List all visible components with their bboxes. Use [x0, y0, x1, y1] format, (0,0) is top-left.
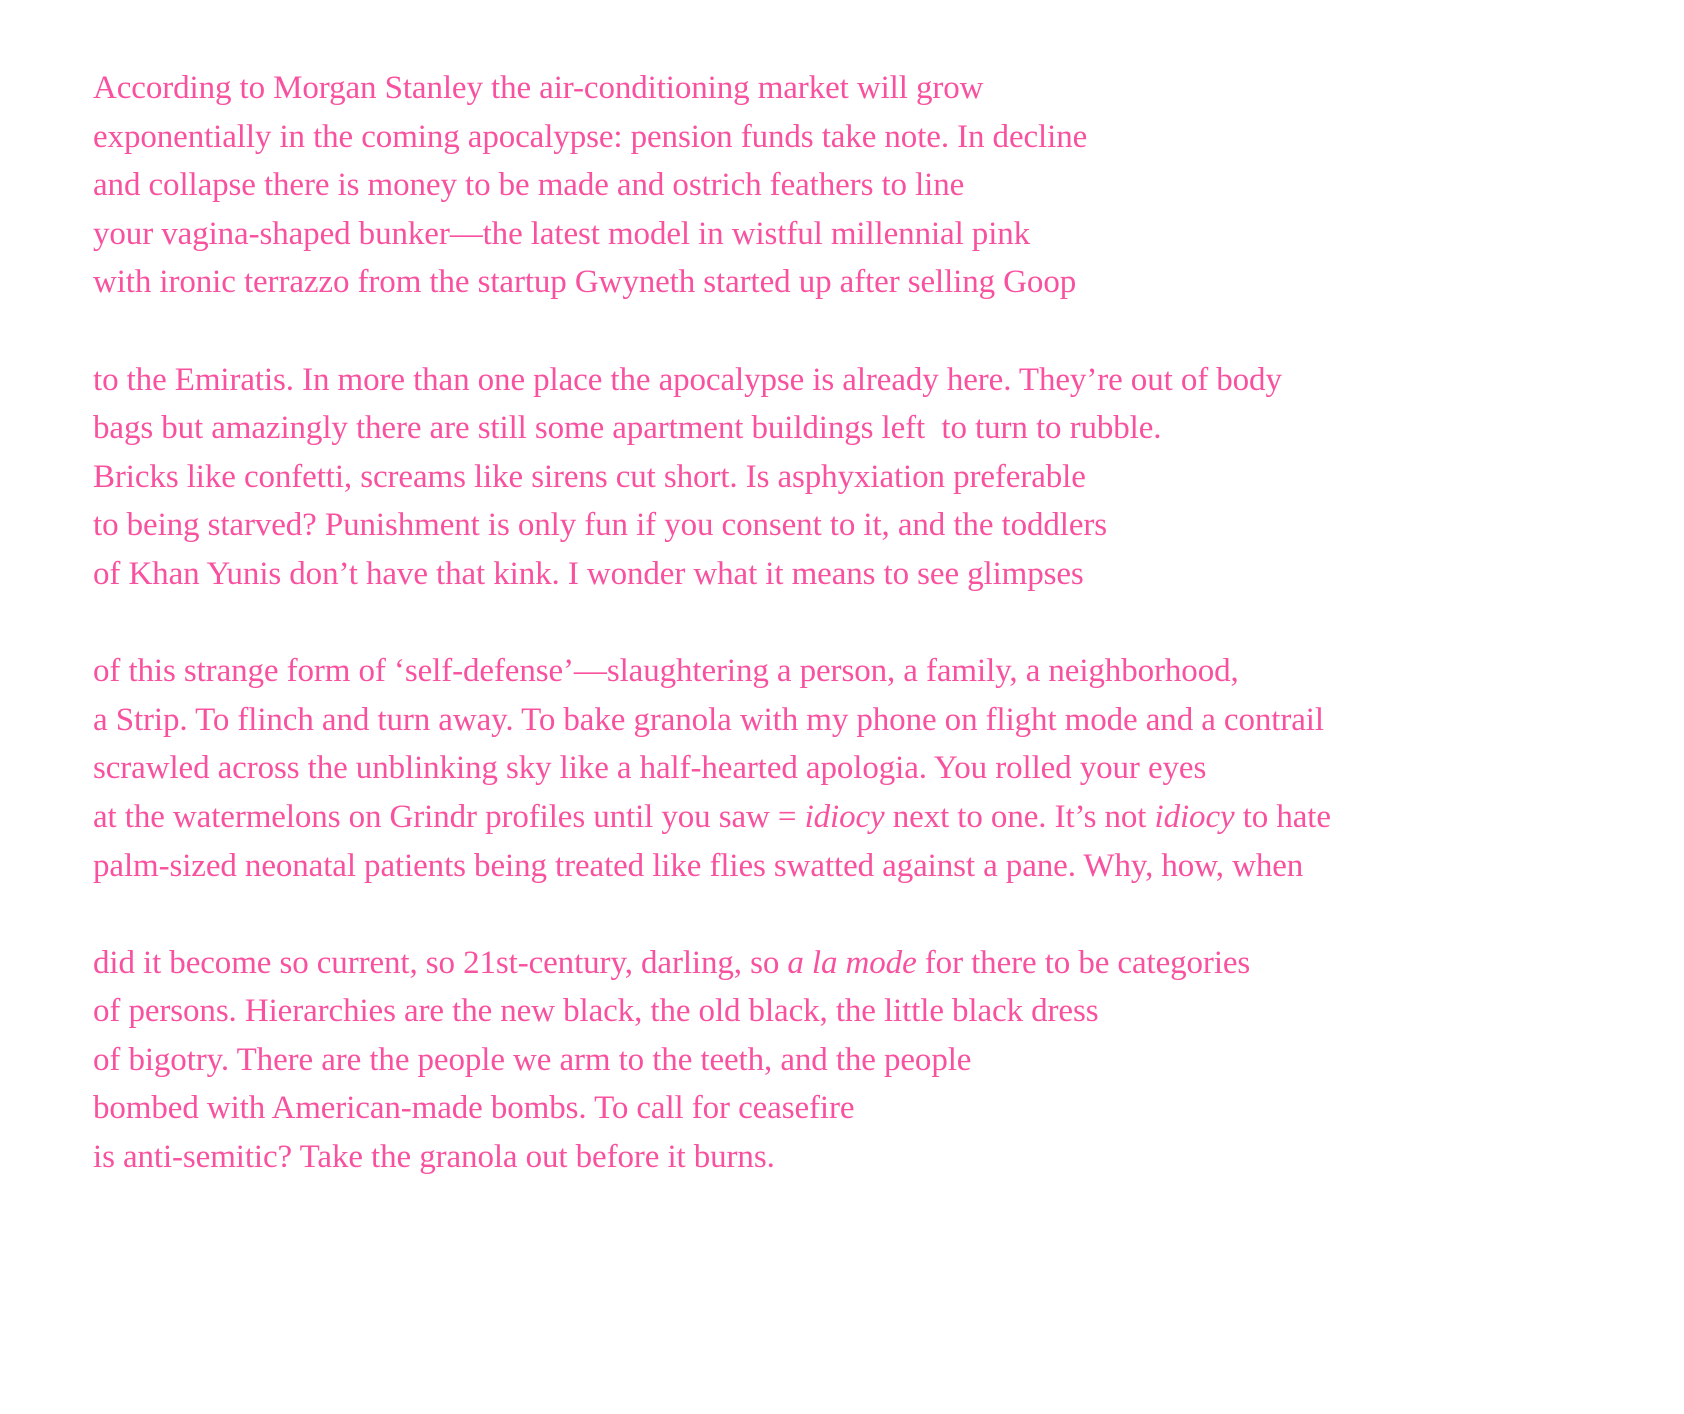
poem-segment: at the watermelons on Grindr profiles until you saw = — [93, 798, 805, 835]
poem-line — [93, 210, 1684, 259]
poem-segment: to being starved? Punishment is only fun if you consent to it, and the toddlers — [93, 507, 1108, 544]
poem-segment: for there to be categories — [916, 944, 1251, 981]
poem-segment: scrawled across the unblinking sky like a half-hearted apologia. You rolled your eyes — [93, 750, 1207, 787]
poem-segment: palm-sized neonatal patients being treated like flies swatted against a pane. Why, how, when — [93, 847, 1304, 884]
poem-line — [93, 113, 1684, 162]
poem-segment: According to Morgan Stanley the air-conditioning market will grow — [93, 70, 984, 106]
poem-segment: of persons. Hierarchies are the new black, the old black, the little black dress — [93, 993, 1099, 1030]
poem-segment: exponentially in the coming apocalypse: pension funds take note. In decline — [93, 118, 1088, 155]
poem-stanza — [93, 939, 1684, 1182]
poem-line — [93, 1036, 1684, 1085]
poem-segment-italic: a la mode — [787, 944, 917, 981]
poem-line — [93, 404, 1684, 453]
poem-stanza — [93, 356, 1684, 599]
poem-segment: of this strange form of ‘self-defense’—slaughtering a person, a family, a neighborhood, — [93, 653, 1239, 690]
poem-segment: and collapse there is money to be made and ostrich feathers to line — [93, 167, 965, 204]
poem-line — [93, 696, 1684, 745]
poem-line — [93, 1084, 1684, 1133]
poem-segment: next to one. It’s not — [884, 798, 1155, 835]
poem-line — [93, 356, 1684, 405]
poem-segment: Bricks like confetti, screams like sirens cut short. Is asphyxiation preferable — [93, 458, 1086, 495]
poem-line — [93, 744, 1684, 793]
poem-segment: of bigotry. There are the people we arm to the teeth, and the people — [93, 1041, 972, 1078]
poem-line — [93, 1133, 1684, 1182]
poem-segment: bombed with American-made bombs. To call for ceasefire — [93, 1090, 855, 1127]
poem-segment: of Khan Yunis don’t have that kink. I wonder what it means to see glimpses — [93, 555, 1084, 592]
poem-segment: to hate — [1234, 798, 1331, 835]
poem-line — [93, 939, 1684, 988]
poem-line — [93, 793, 1684, 842]
poem-line — [93, 550, 1684, 599]
poem-line — [93, 161, 1684, 210]
poem-segment: to the Emiratis. In more than one place the apocalypse is already here. They’re out of body — [93, 361, 1282, 398]
poem-segment: your vagina-shaped bunker—the latest model in wistful millennial pink — [93, 215, 1031, 252]
poem-line — [93, 842, 1684, 891]
poem-line — [93, 987, 1684, 1036]
poem-stanza — [93, 64, 1684, 307]
poem-segment: is anti-semitic? Take the granola out before it burns. — [93, 1139, 775, 1176]
poem-segment: bags but amazingly there are still some apartment buildings left to turn to rubble. — [93, 410, 1162, 447]
poem-stanza — [93, 647, 1684, 890]
poem-line — [93, 647, 1684, 696]
poem-line — [93, 258, 1684, 307]
poem-segment: did it become so current, so 21st-century, darling, so — [93, 944, 788, 981]
poem-segment-italic: idiocy — [804, 798, 885, 835]
poem-segment-italic: idiocy — [1154, 798, 1235, 835]
poem-segment: with ironic terrazzo from the startup Gwyneth started up after selling Goop — [93, 264, 1077, 301]
poem-line — [93, 501, 1684, 550]
poem-line — [93, 453, 1684, 502]
poem-segment: a Strip. To flinch and turn away. To bake granola with my phone on flight mode and a contrail — [93, 701, 1324, 738]
poem-line — [93, 64, 1684, 113]
